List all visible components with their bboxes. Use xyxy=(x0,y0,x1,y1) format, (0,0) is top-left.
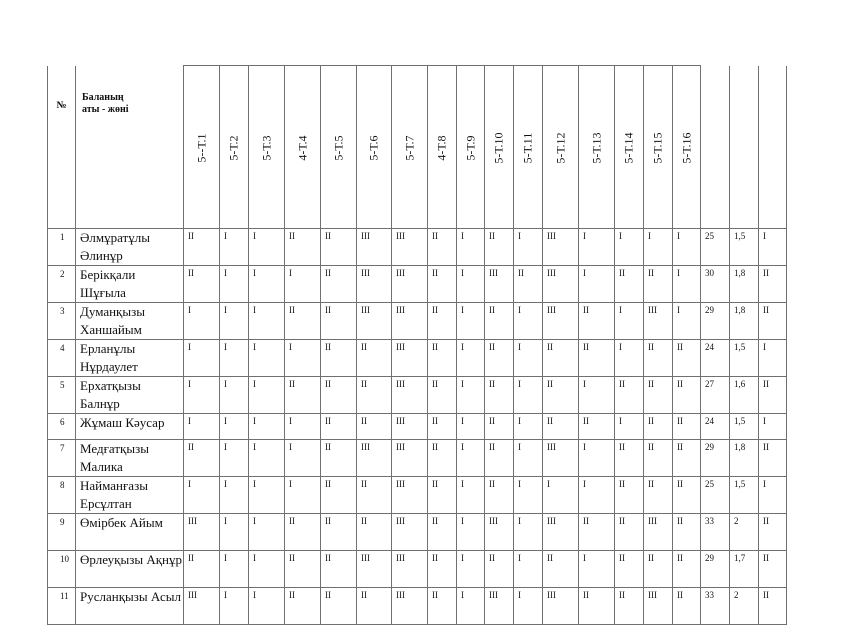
task-mark: III xyxy=(543,587,579,624)
average-score: 1,5 xyxy=(730,228,759,265)
level-mark: II xyxy=(759,550,787,587)
task-mark: II xyxy=(184,228,220,265)
task-mark: II xyxy=(357,413,392,439)
task-mark: II xyxy=(321,587,357,624)
task-mark: I xyxy=(220,265,249,302)
task-mark: II xyxy=(357,513,392,550)
task-mark: II xyxy=(285,550,321,587)
task-mark: II xyxy=(644,265,673,302)
task-mark: II xyxy=(644,476,673,513)
student-name: Жұмаш Кәусар xyxy=(76,413,184,439)
table-row xyxy=(48,550,787,587)
task-mark: II xyxy=(644,413,673,439)
task-mark: II xyxy=(285,228,321,265)
task-mark: I xyxy=(249,302,285,339)
total-score: 25 xyxy=(701,228,730,265)
task-mark: I xyxy=(184,339,220,376)
task-mark: II xyxy=(579,302,615,339)
level-mark: I xyxy=(759,476,787,513)
table-row xyxy=(48,513,787,550)
task-mark: II xyxy=(673,439,701,476)
task-mark: II xyxy=(428,550,457,587)
total-header xyxy=(701,66,730,229)
task-mark: I xyxy=(457,513,485,550)
average-score: 1,5 xyxy=(730,339,759,376)
task-mark: I xyxy=(579,439,615,476)
task-header-label: 5-Т.3 xyxy=(259,135,273,161)
task-mark: II xyxy=(673,513,701,550)
task-header-label: 4-Т.4 xyxy=(295,135,309,161)
task-mark: I xyxy=(457,587,485,624)
task-mark: II xyxy=(285,302,321,339)
task-mark: III xyxy=(392,302,428,339)
task-mark: II xyxy=(579,587,615,624)
task-mark: II xyxy=(428,587,457,624)
student-name: Ерхатқызы Балнұр xyxy=(76,376,184,413)
task-mark: III xyxy=(644,513,673,550)
task-mark: I xyxy=(579,265,615,302)
task-mark: I xyxy=(249,413,285,439)
task-mark: I xyxy=(673,265,701,302)
task-mark: II xyxy=(673,339,701,376)
task-header-label: 4-Т.8 xyxy=(434,135,449,161)
total-score: 33 xyxy=(701,587,730,624)
task-mark: I xyxy=(249,476,285,513)
level-mark: II xyxy=(759,439,787,476)
task-mark: III xyxy=(392,513,428,550)
task-mark: I xyxy=(249,228,285,265)
task-mark: II xyxy=(543,413,579,439)
task-header-label: 5-Т.16 xyxy=(679,132,693,164)
task-mark: I xyxy=(579,550,615,587)
task-mark: I xyxy=(457,228,485,265)
task-mark: II xyxy=(428,302,457,339)
task-mark: II xyxy=(321,265,357,302)
task-mark: II xyxy=(285,587,321,624)
task-mark: III xyxy=(485,513,514,550)
task-header-label: 5-Т.11 xyxy=(520,132,535,164)
task-mark: I xyxy=(579,476,615,513)
task-mark: I xyxy=(644,228,673,265)
task-header-label: 5-Т.10 xyxy=(491,132,506,164)
task-mark: I xyxy=(220,302,249,339)
total-score: 29 xyxy=(701,302,730,339)
row-number: 6 xyxy=(48,413,76,439)
task-header xyxy=(392,66,428,229)
task-mark: I xyxy=(220,339,249,376)
task-mark: I xyxy=(579,228,615,265)
student-name: Өмірбек Айым xyxy=(76,513,184,550)
task-mark: I xyxy=(285,439,321,476)
task-mark: II xyxy=(428,228,457,265)
task-header xyxy=(485,66,514,229)
task-mark: II xyxy=(321,513,357,550)
table-row xyxy=(48,265,787,302)
task-mark: I xyxy=(514,302,543,339)
task-header xyxy=(644,66,673,229)
task-mark: III xyxy=(357,439,392,476)
task-mark: I xyxy=(184,376,220,413)
task-mark: II xyxy=(321,376,357,413)
average-score: 1,5 xyxy=(730,476,759,513)
level-mark: I xyxy=(759,413,787,439)
task-mark: I xyxy=(514,376,543,413)
task-mark: II xyxy=(543,339,579,376)
task-mark: II xyxy=(579,339,615,376)
task-mark: II xyxy=(485,413,514,439)
assessment-sheet xyxy=(47,65,787,625)
total-score: 25 xyxy=(701,476,730,513)
task-mark: II xyxy=(673,376,701,413)
task-mark: I xyxy=(673,228,701,265)
row-number: 10 xyxy=(48,550,76,587)
task-mark: III xyxy=(392,228,428,265)
task-mark: I xyxy=(514,413,543,439)
task-header xyxy=(673,66,701,229)
task-mark: II xyxy=(485,439,514,476)
task-mark: II xyxy=(644,339,673,376)
task-mark: III xyxy=(543,265,579,302)
average-score: 2 xyxy=(730,513,759,550)
task-mark: III xyxy=(644,302,673,339)
task-header-label: 5-Т.2 xyxy=(226,135,241,161)
task-mark: I xyxy=(457,550,485,587)
task-mark: I xyxy=(285,265,321,302)
task-mark: II xyxy=(615,265,644,302)
task-mark: III xyxy=(357,265,392,302)
task-mark: II xyxy=(673,550,701,587)
task-mark: II xyxy=(428,439,457,476)
task-mark: I xyxy=(184,413,220,439)
task-mark: II xyxy=(579,413,615,439)
task-mark: I xyxy=(249,587,285,624)
task-mark: III xyxy=(392,476,428,513)
task-mark: II xyxy=(615,550,644,587)
row-number: 4 xyxy=(48,339,76,376)
task-mark: II xyxy=(184,265,220,302)
row-number: 8 xyxy=(48,476,76,513)
task-mark: II xyxy=(644,376,673,413)
student-name: Найманғазы Ерсұлтан xyxy=(76,476,184,513)
task-mark: I xyxy=(220,513,249,550)
row-number: 5 xyxy=(48,376,76,413)
task-mark: II xyxy=(615,587,644,624)
table-row xyxy=(48,302,787,339)
task-mark: I xyxy=(457,265,485,302)
table-body xyxy=(48,228,787,624)
task-mark: II xyxy=(673,413,701,439)
name-header xyxy=(76,66,184,229)
task-mark: I xyxy=(514,513,543,550)
task-mark: III xyxy=(644,587,673,624)
task-mark: II xyxy=(644,439,673,476)
table-row xyxy=(48,587,787,624)
task-mark: III xyxy=(184,513,220,550)
task-header-label: 5-Т.9 xyxy=(463,135,477,161)
task-header-label: 5-Т.7 xyxy=(402,135,416,161)
task-mark: III xyxy=(357,228,392,265)
task-mark: II xyxy=(485,376,514,413)
task-mark: II xyxy=(321,339,357,376)
row-number: 9 xyxy=(48,513,76,550)
task-mark: I xyxy=(249,339,285,376)
task-mark: I xyxy=(220,476,249,513)
task-mark: I xyxy=(220,550,249,587)
task-mark: I xyxy=(579,376,615,413)
task-mark: II xyxy=(357,476,392,513)
level-mark: II xyxy=(759,513,787,550)
number-header: № xyxy=(48,66,76,229)
total-score: 29 xyxy=(701,550,730,587)
task-mark: I xyxy=(457,476,485,513)
level-mark: II xyxy=(759,265,787,302)
task-header-label: 5-Т.13 xyxy=(589,132,603,164)
task-mark: I xyxy=(457,413,485,439)
task-header xyxy=(514,66,543,229)
task-mark: III xyxy=(392,376,428,413)
student-name: Ерланұлы Нұрдаулет xyxy=(76,339,184,376)
task-mark: I xyxy=(184,476,220,513)
task-mark: I xyxy=(220,376,249,413)
task-mark: I xyxy=(514,439,543,476)
student-name: Думанқызы Ханшайым xyxy=(76,302,184,339)
task-header xyxy=(457,66,485,229)
task-mark: I xyxy=(220,439,249,476)
task-mark: II xyxy=(485,302,514,339)
task-header-label: 5-Т.12 xyxy=(553,132,567,164)
average-score: 1,7 xyxy=(730,550,759,587)
task-mark: II xyxy=(615,513,644,550)
task-mark: II xyxy=(428,513,457,550)
task-mark: II xyxy=(321,550,357,587)
task-mark: II xyxy=(184,550,220,587)
task-mark: II xyxy=(428,476,457,513)
task-mark: II xyxy=(321,228,357,265)
task-mark: I xyxy=(615,302,644,339)
task-mark: III xyxy=(485,587,514,624)
task-mark: II xyxy=(615,439,644,476)
task-mark: II xyxy=(321,302,357,339)
row-number: 7 xyxy=(48,439,76,476)
task-mark: II xyxy=(184,439,220,476)
row-number: 3 xyxy=(48,302,76,339)
task-mark: I xyxy=(285,476,321,513)
task-mark: II xyxy=(428,376,457,413)
task-mark: I xyxy=(220,413,249,439)
task-header xyxy=(428,66,457,229)
task-header xyxy=(184,66,220,229)
task-mark: I xyxy=(220,587,249,624)
task-mark: I xyxy=(457,439,485,476)
total-score: 24 xyxy=(701,339,730,376)
total-score: 30 xyxy=(701,265,730,302)
name-header-line2: аты - жөні xyxy=(82,103,129,115)
task-mark: I xyxy=(184,302,220,339)
task-mark: I xyxy=(220,228,249,265)
task-mark: I xyxy=(514,228,543,265)
average-header xyxy=(730,66,759,229)
task-mark: I xyxy=(514,550,543,587)
task-mark: II xyxy=(357,376,392,413)
total-score: 33 xyxy=(701,513,730,550)
task-mark: I xyxy=(249,513,285,550)
row-number: 2 xyxy=(48,265,76,302)
task-mark: III xyxy=(392,413,428,439)
task-mark: II xyxy=(428,265,457,302)
task-mark: II xyxy=(673,587,701,624)
table-row xyxy=(48,413,787,439)
average-score: 1,5 xyxy=(730,413,759,439)
task-header-label: 5-Т.6 xyxy=(366,135,381,161)
task-header xyxy=(249,66,285,229)
task-mark: II xyxy=(321,413,357,439)
task-mark: III xyxy=(392,439,428,476)
task-mark: III xyxy=(543,228,579,265)
task-mark: I xyxy=(457,302,485,339)
task-mark: III xyxy=(357,302,392,339)
task-mark: II xyxy=(485,550,514,587)
total-score: 29 xyxy=(701,439,730,476)
task-mark: II xyxy=(543,376,579,413)
student-name: Русланқызы Асыл xyxy=(76,587,184,624)
level-mark: II xyxy=(759,302,787,339)
task-header xyxy=(579,66,615,229)
task-mark: III xyxy=(543,439,579,476)
task-mark: II xyxy=(615,476,644,513)
average-score: 1,8 xyxy=(730,265,759,302)
level-mark: I xyxy=(759,228,787,265)
task-header-label: 5-Т.14 xyxy=(621,132,636,164)
row-number: 11 xyxy=(48,587,76,624)
task-mark: II xyxy=(615,376,644,413)
task-header-label: 5-Т.5 xyxy=(331,135,345,161)
student-name: Өрлеуқызы Ақнұр xyxy=(76,550,184,587)
task-mark: I xyxy=(285,339,321,376)
task-mark: II xyxy=(485,339,514,376)
task-mark: II xyxy=(644,550,673,587)
task-header-label: 5--Т.1 xyxy=(194,133,208,163)
task-mark: I xyxy=(514,587,543,624)
task-mark: II xyxy=(543,550,579,587)
task-mark: III xyxy=(543,513,579,550)
task-mark: III xyxy=(485,265,514,302)
task-mark: II xyxy=(321,476,357,513)
task-mark: I xyxy=(615,339,644,376)
average-score: 1,8 xyxy=(730,302,759,339)
task-mark: II xyxy=(357,339,392,376)
task-mark: I xyxy=(249,550,285,587)
header-row xyxy=(48,66,787,229)
task-header xyxy=(220,66,249,229)
task-header xyxy=(321,66,357,229)
task-mark: II xyxy=(579,513,615,550)
level-mark: II xyxy=(759,376,787,413)
task-mark: I xyxy=(285,413,321,439)
task-mark: III xyxy=(392,265,428,302)
task-mark: I xyxy=(514,476,543,513)
level-mark: II xyxy=(759,587,787,624)
task-mark: II xyxy=(357,587,392,624)
task-mark: III xyxy=(392,587,428,624)
task-mark: III xyxy=(392,339,428,376)
row-number: 1 xyxy=(48,228,76,265)
task-header xyxy=(543,66,579,229)
total-score: 24 xyxy=(701,413,730,439)
task-mark: III xyxy=(543,302,579,339)
assessment-table xyxy=(47,65,787,625)
table-row xyxy=(48,339,787,376)
task-mark: III xyxy=(357,550,392,587)
task-mark: I xyxy=(615,413,644,439)
task-mark: II xyxy=(285,513,321,550)
task-mark: II xyxy=(485,476,514,513)
name-header-line1: Баланың xyxy=(82,91,124,103)
task-mark: I xyxy=(249,439,285,476)
task-mark: II xyxy=(321,439,357,476)
task-header xyxy=(615,66,644,229)
task-mark: II xyxy=(514,265,543,302)
task-mark: I xyxy=(249,376,285,413)
task-mark: III xyxy=(184,587,220,624)
task-header xyxy=(285,66,321,229)
table-row xyxy=(48,376,787,413)
task-mark: I xyxy=(543,476,579,513)
table-row xyxy=(48,439,787,476)
table-row xyxy=(48,476,787,513)
task-mark: I xyxy=(514,339,543,376)
task-mark: II xyxy=(673,476,701,513)
task-mark: II xyxy=(428,339,457,376)
table-row xyxy=(48,228,787,265)
average-score: 1,6 xyxy=(730,376,759,413)
task-mark: I xyxy=(249,265,285,302)
student-name: Әлмұратұлы Әлинұр xyxy=(76,228,184,265)
task-mark: I xyxy=(673,302,701,339)
average-score: 2 xyxy=(730,587,759,624)
task-mark: II xyxy=(428,413,457,439)
average-score: 1,8 xyxy=(730,439,759,476)
task-mark: III xyxy=(392,550,428,587)
task-mark: II xyxy=(285,376,321,413)
task-header-label: 5-Т.15 xyxy=(650,132,665,164)
task-mark: II xyxy=(485,228,514,265)
task-mark: I xyxy=(615,228,644,265)
task-header xyxy=(357,66,392,229)
level-mark: I xyxy=(759,339,787,376)
task-mark: I xyxy=(457,339,485,376)
task-mark: I xyxy=(457,376,485,413)
level-header xyxy=(759,66,787,229)
student-name: Медғатқызы Малика xyxy=(76,439,184,476)
student-name: Берікқали Шұғыла xyxy=(76,265,184,302)
total-score: 27 xyxy=(701,376,730,413)
